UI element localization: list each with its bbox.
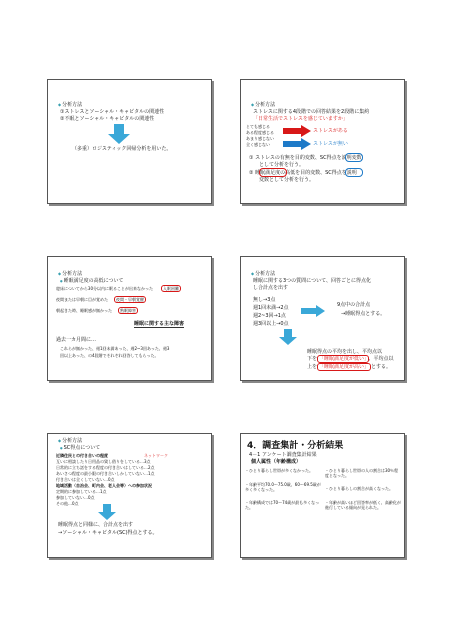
slide-2-question: 「日常生活でストレスを感じていますか」 (253, 116, 348, 122)
slide-2-heading: ◆ 分析方法 (251, 102, 275, 108)
slide-6-title: 4．調査集計・分析結果 (247, 441, 344, 451)
slide-1-heading: ◆ 分析方法 (58, 102, 82, 108)
col-1-line-1: ・ひとり暮らし世帯が多くなかった。 (245, 468, 313, 473)
network-label: ネットワーク (144, 453, 168, 458)
slide-3-line-3: 朝起きた時、睡眠感が無かった (56, 308, 112, 313)
sc-row-5: 地域活動（自治会、町内会、老人会等）への参加状況 (56, 483, 152, 488)
col-1-line-3: ・年齢構成では70〜74歳が最も多くなった。 (245, 500, 320, 510)
slide-5-heading: ◆ 分析方法 (58, 438, 82, 444)
down-arrow-icon (279, 329, 297, 345)
sc-row-8: その他…0点 (56, 501, 79, 506)
slide-4-result-2: →睡眠得点とする。 (341, 311, 386, 317)
sc-row-7: 参加していない…0点 (56, 495, 95, 500)
slide-4 (240, 256, 405, 381)
right-arrow-blue-icon (283, 138, 311, 150)
col-2-line-1: ・ひとり暮らし世帯の人の割合は30％程度となった。 (325, 468, 399, 478)
tag-night-waking: 夜間・早朝覚醒 (116, 297, 144, 302)
sc-row-1: 互いに相談したり日用品の貸し借りをしている…3点 (56, 459, 151, 464)
slide-6-sub-2: 個人属性（年齢構成） (251, 459, 302, 465)
sc-row-3: あいさつ程度の最小限の付き合いしかしていない…1点 (56, 471, 155, 476)
slide-4-line-1: 睡眠に関する3つの質問について、回答ごとに得点化 (253, 278, 371, 284)
slide-4-line-2: し合計点を出す (253, 285, 289, 291)
slide-1-line-1: ①ストレスとソーシャル・キャピタルの関連性 (60, 109, 165, 115)
sc-score-highlight-2 (345, 168, 363, 177)
slide-5-footer-2: →ソーシャル・キャピタル(SC)得点とする。 (58, 530, 158, 536)
slide-2-option-3: あまり感じない (246, 136, 274, 141)
score-row-3: 週2~3回→1点 (253, 313, 286, 319)
down-arrow-icon (98, 504, 116, 520)
col-1-line-2: ・年齢平均70.0〜75.0歳、60〜69.5歳が多く多くなった。 (245, 482, 321, 492)
slide-6-sub-1: 4－1 アンケート調査集計結果 (249, 452, 317, 458)
sc-row-0: 近隣住民との付き合いの程度 (56, 453, 108, 458)
down-arrow-icon (108, 124, 130, 144)
slide-2-item-2b: 変数として分析を行う。 (259, 177, 315, 183)
slide-1-line-2: ②不眠とソーシャル・キャピタルの関連性 (60, 116, 155, 122)
slide-2-item-1: ① ストレスの有無を目的変数、SC得点を説明変数 (249, 155, 362, 161)
high-satisfaction-label: 「睡眠満足度が高い」 (319, 364, 370, 370)
sc-row-6: 定期的に参加している…1点 (56, 489, 107, 494)
slide-4-bottom-1: 睡眠得点の平均を出し、平均点以 (307, 349, 383, 355)
slide-2-item-1b: として分析を行う。 (259, 162, 305, 168)
slide-3-sub: ● 睡眠満足度の高低について (60, 278, 124, 284)
slide-6 (240, 433, 405, 558)
slide-3 (47, 256, 212, 381)
slide-3-line-2: 夜間または早朝に目が覚めた (56, 297, 108, 302)
sc-row-4: 付き合いは全くしていない…0点 (56, 477, 115, 482)
slide-5-sub: ● SC得点について (60, 445, 100, 451)
right-arrow-icon (301, 305, 325, 317)
slide-4-bottom-3 (307, 364, 391, 370)
score-row-1: 無し→3点 (253, 297, 276, 303)
col-2-line-3: ・年齢が高いほど回答率が低く、高齢化が進行している傾向が見られた。 (325, 500, 401, 510)
sc-row-2: 日常的に立ち話をする程度の付き合いはしている…2点 (56, 465, 155, 470)
slide-1 (47, 79, 212, 204)
bottom-3c: とする。 (371, 364, 392, 370)
slide-4-heading: ◆ 分析方法 (251, 271, 275, 277)
right-arrow-red-icon (283, 125, 311, 137)
slide-4-result-1: 9点中の合計点 (337, 302, 371, 308)
slide-5 (47, 433, 212, 558)
slide-3-past: 過去一カ月間に… (56, 337, 97, 343)
stress-yes-label: ストレスがある (313, 128, 348, 134)
score-row-4: 週3回以上→0点 (253, 321, 289, 327)
slide-2-option-2: ある程度感じる (246, 130, 274, 135)
slide-3-body-1: これらが無かった、週1回未満あった、週2~3回あった、週3 (60, 346, 170, 351)
col-2-line-2: ・ひとり暮らしの割合が高くなった。 (325, 486, 393, 491)
tag-poor-sleep: 熟眠障害 (120, 308, 136, 313)
bottom-2a: 下を (307, 356, 318, 362)
score-row-2: 週1回未満→2点 (253, 305, 289, 311)
bottom-3a: 上を (307, 364, 318, 370)
tag-insomnia: 入眠困難 (163, 286, 179, 291)
low-satisfaction-label: 「睡眠満足度が低い」 (319, 356, 367, 362)
slide-2-option-1: とても感じる (246, 124, 270, 129)
bottom-2c: 、平均点以 (368, 356, 394, 362)
slide-3-body-2: 回以上あった、の4段階でそれぞれ回答してもらった。 (60, 353, 159, 358)
slide-1-method: （多重）ロジスティック回帰分析を用いた。 (72, 146, 172, 152)
slide-5-footer-1: 睡眠得点と同様に、合計点を出す (58, 522, 134, 528)
slide-3-summary: 睡眠に関する主な障害 (134, 321, 185, 327)
slide-3-line-1: 寝床についてから30分以内に眠ることが出来なかった (56, 286, 154, 291)
slide-4-bottom-2 (307, 356, 394, 362)
stress-no-label: ストレスが無い (313, 141, 348, 147)
slide-2-option-4: 全く感じない (246, 142, 270, 147)
slide-2-line-1: ストレスに関する4段階での回答結果を2段階に集約 (253, 109, 370, 115)
slide-2 (240, 79, 405, 204)
slide-2-item-2: ② 睡眠満足度の高低を目的変数、SC得点を説明 (249, 170, 357, 176)
sc-score-highlight-1 (345, 153, 363, 162)
slide-3-heading: ◆ 分析方法 (58, 271, 82, 277)
sleep-satisfaction-highlight (259, 168, 287, 177)
